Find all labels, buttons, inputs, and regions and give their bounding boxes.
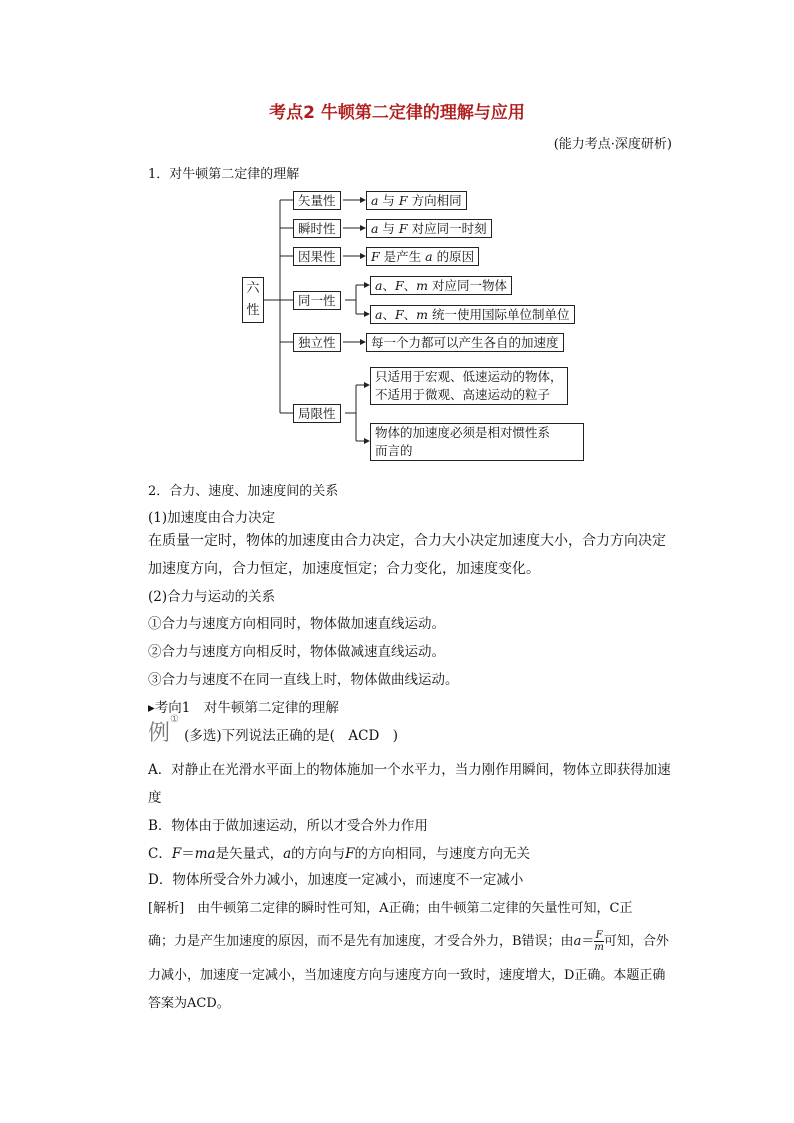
option-a: A．对静止在光滑水平面上的物体施加一个水平力，当力刚作用瞬间，物体立即获得加速度 <box>148 762 671 806</box>
var-ma: ma <box>194 846 216 862</box>
root-six-properties <box>242 277 264 323</box>
prop-independent: 独立性 <box>293 333 341 352</box>
var-f: F <box>398 193 408 208</box>
example-number: ① <box>170 714 179 725</box>
opt-text: ＝ <box>181 846 195 862</box>
prop-cause: 因果性 <box>293 247 341 266</box>
desc-text: 统一使用国际单位制单位 <box>428 307 570 322</box>
desc-independent: 每一个力都可以产生各自的加速度 <box>366 333 564 352</box>
var-a: a <box>375 307 383 322</box>
example-header <box>148 716 398 747</box>
sub-heading-1: (1)加速度由合力决定 <box>148 510 276 526</box>
var-f: F <box>394 278 404 293</box>
desc-limit-macro <box>370 367 568 405</box>
explanation-line-1: [解析] 由牛顿第二定律的瞬时性可知，A正确；由牛顿第二定律的矢量性可知，C正 <box>148 901 633 916</box>
example-question: (多选)下列说法正确的是( ACD ) <box>184 728 399 744</box>
explanation-line-4: 答案为ACD。 <box>148 996 230 1011</box>
sep: 、 <box>403 307 417 322</box>
prop-vector: 矢量性 <box>293 191 341 210</box>
opt-text: 的方向相同，与速度方向无关 <box>354 846 531 862</box>
desc-limit-inertial <box>370 423 584 461</box>
section-2-heading: 2．合力、速度、加速度间的关系 <box>148 484 339 499</box>
desc-cause <box>366 247 479 266</box>
var-f: F <box>171 846 182 862</box>
var-m: m <box>416 278 429 293</box>
desc-text: 与 <box>378 221 399 236</box>
subtitle: (能力考点·深度研析) <box>553 137 672 152</box>
prop-same: 同一性 <box>293 291 341 310</box>
var-f: F <box>371 249 380 264</box>
var-f: F <box>398 221 408 236</box>
prop-limit: 局限性 <box>293 404 341 423</box>
root-char-2: 性 <box>246 303 260 318</box>
list-item: ③合力与速度不在同一直线上时，物体做曲线运动。 <box>148 672 459 688</box>
exp-text: 确；力是产生加速度的原因，而不是先有加速度，才受合外力，B错误；由 <box>148 934 574 949</box>
exp-text: ＝ <box>581 934 595 949</box>
desc-line: 只适用于宏观、低速运动的物体， <box>375 369 563 384</box>
page-title: 考点2 牛顿第二定律的理解与应用 <box>269 103 525 123</box>
desc-line: 而言的 <box>375 443 413 458</box>
desc-text: 对应同一时刻 <box>407 221 487 236</box>
list-item: ①合力与速度方向相同时，物体做加速直线运动。 <box>148 616 445 632</box>
prop-instant: 瞬时性 <box>293 219 341 238</box>
explanation-line-3: 力减小，加速度一定减小，当加速度方向与速度方向一致时，速度增大，D正确。本题正确 <box>148 968 666 983</box>
var-a: a <box>375 278 383 293</box>
explanation-line-2 <box>148 930 669 953</box>
kaoxiang-heading: ▸考向1 对牛顿第二定律的理解 <box>148 700 339 716</box>
var-a: a <box>573 934 582 949</box>
sep: 、 <box>382 307 395 322</box>
desc-text: 对应同一物体 <box>428 278 508 293</box>
var-a: a <box>371 221 379 236</box>
desc-line: 物体的加速度必须是相对惯性系 <box>375 425 551 440</box>
var-m: m <box>416 307 429 322</box>
opt-text: 的方向与 <box>291 846 346 862</box>
frac-den: m <box>594 942 604 953</box>
desc-instant <box>366 219 492 238</box>
var-f: F <box>394 307 404 322</box>
sub-heading-2: (2)合力与运动的关系 <box>148 589 276 605</box>
desc-vector <box>366 191 467 210</box>
fraction-f-over-m <box>594 930 603 953</box>
desc-text: 与 <box>378 193 399 208</box>
var-f: F <box>345 846 355 862</box>
var-a: a <box>425 249 433 264</box>
desc-same-object <box>370 276 512 295</box>
list-item: ②合力与速度方向相反时，物体做减速直线运动。 <box>148 644 445 660</box>
paragraph-1: 在质量一定时，物体的加速度由合力决定，合力大小决定加速度大小，合力方向决定加速度方向，合力恒定，加速度恒定；合力变化，加速度变化。 <box>148 533 666 577</box>
desc-text: 是产生 <box>379 249 426 264</box>
desc-text: 方向相同 <box>407 193 462 208</box>
var-a: a <box>371 193 379 208</box>
desc-line: 不适用于微观、高速运动的粒子 <box>375 387 551 402</box>
frac-num: F <box>595 930 603 941</box>
desc-same-units <box>370 305 575 324</box>
root-char-1: 六 <box>246 281 260 296</box>
desc-text: 的原因 <box>432 249 475 264</box>
option-d: D．物体所受合外力减小，加速度一定减小，而速度不一定减小 <box>148 872 524 888</box>
option-b: B．物体由于做加速运动，所以才受合外力作用 <box>148 818 428 834</box>
sep: 、 <box>403 278 417 293</box>
opt-text: 是矢量式， <box>215 846 284 862</box>
var-a: a <box>283 846 292 862</box>
option-c <box>148 842 530 862</box>
opt-text: C． <box>148 846 172 862</box>
exp-text: 可知，合外 <box>603 934 669 949</box>
example-label: 例 <box>148 721 171 746</box>
section-1-heading: 1．对牛顿第二定律的理解 <box>148 167 300 182</box>
sep: 、 <box>382 278 395 293</box>
